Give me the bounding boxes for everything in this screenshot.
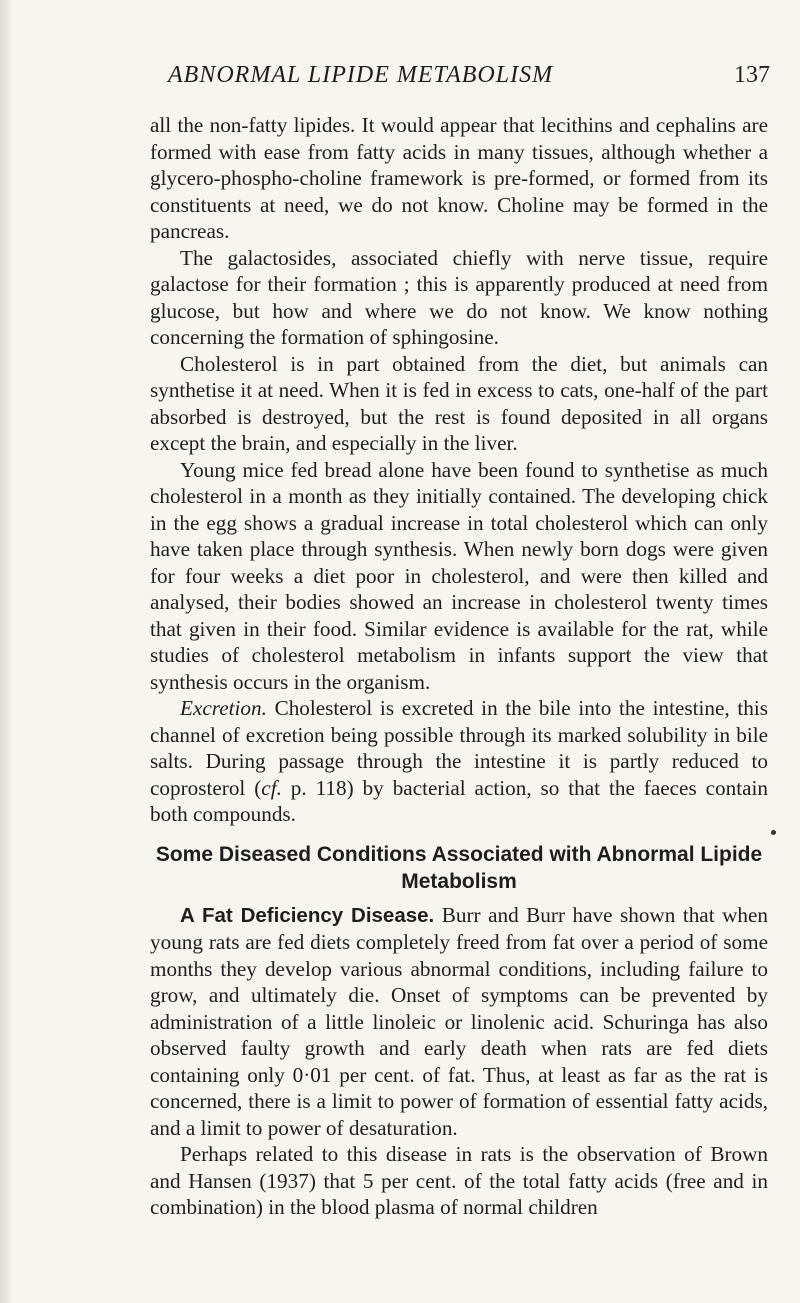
- paragraph-excretion: [150, 695, 768, 828]
- paragraph: Young mice fed bread alone have been found to synthetise as much cholesterol in a month as they initially contained. The developing chick in the egg shows a gradual increase in total cholesterol which can only have taken place through synthesis. When newly born dogs were given for four weeks a diet poor in cholesterol, and were then killed and analysed, their bodies showed an increase in cholesterol twenty times that given in their food. Similar evidence is available for the rat, while studies of cholesterol metabolism in infants support the view that synthesis occurs in the organism.: [150, 457, 768, 694]
- paragraph-text: p. 118) by bacterial action, so that the faeces contain both compounds.: [150, 775, 768, 826]
- body-text: [150, 112, 768, 1221]
- paragraph-fat-deficiency: [150, 902, 768, 1142]
- section-heading: Some Diseased Conditions Associated with Abnormal Lipide Metabolism: [155, 842, 763, 893]
- paragraph: Cholesterol is in part obtained from the diet, but animals can synthetise it at need. When it is fed in excess to cats, one-half of the part absorbed is destroyed, but the rest is found deposited in all organs except the brain, and especially in the liver.: [150, 351, 768, 455]
- paragraph: all the non-fatty lipides. It would appear that lecithins and cephalins are formed with ease from fatty acids in many tissues, although whether a glycero-phospho-choline framework is pre-formed, or formed from its constituents at need, we do not know. Choline may be formed in the pancreas.: [150, 113, 768, 243]
- ink-speck: [771, 830, 776, 835]
- running-title: ABNORMAL LIPIDE METABOLISM: [168, 62, 554, 88]
- run-in-heading: Excretion.: [180, 696, 267, 720]
- page-binding-shadow: [0, 0, 14, 1303]
- paragraph-text: Burr and Burr have shown that when young rats are fed diets completely freed from fat over a period of some months they develop various abnormal conditions, including failure to grow, and ultimately die. Onset of symptoms can be prevented by administration of a little linoleic or linolenic acid. Schuringa has also observed faulty growth and early death when rats are fed diets containing only 0·01 per cent. of fat. Thus, at least as far as the rat is concerned, there is a limit to power of formation of essential fatty acids, and a limit to power of desaturation.: [150, 902, 768, 1140]
- paragraph: Perhaps related to this disease in rats is the observation of Brown and Hansen (1937) that 5 per cent. of the total fatty acids (free and in combination) in the blood plasma of normal children: [150, 1142, 768, 1219]
- italic-abbreviation: cf.: [261, 775, 282, 800]
- page-number: 137: [734, 62, 770, 88]
- paragraph-text: Cholesterol is excreted in the bile into the intestine, this channel of excretion being possible through its marked solubility in bile salts. During passage through the intestine it is partly reduced to coprosterol (: [150, 696, 768, 800]
- paragraph: The galactosides, associated chiefly with nerve tissue, require galactose for their formation ; this is apparently produced at need from glucose, but how and where we do not know. We know nothing concerning the formation of sphingosine.: [150, 245, 768, 349]
- running-header: [148, 62, 770, 92]
- run-in-heading: A Fat Deficiency Disease.: [180, 903, 435, 927]
